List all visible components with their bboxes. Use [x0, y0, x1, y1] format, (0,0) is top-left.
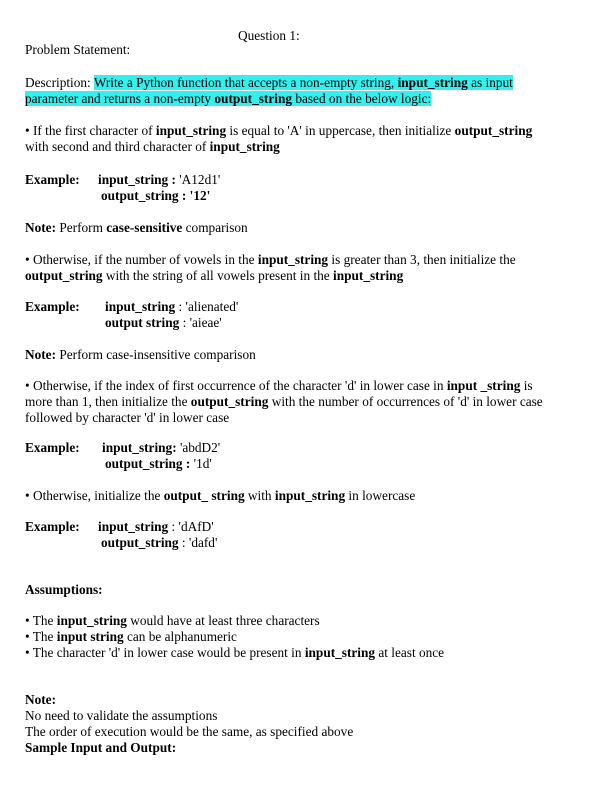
assumption-item-2: • The input string can be alphanumeric — [25, 629, 237, 644]
rule1-example-input: input_string : 'A12d1' — [98, 172, 221, 187]
footer-note-title: Note: — [25, 692, 57, 707]
rule3-line-1: • Otherwise, if the index of first occurrence of the character 'd' in lower case in input _string is — [25, 378, 533, 393]
rule4-line-1: • Otherwise, initialize the output_ string with input_string in lowercase — [25, 488, 416, 503]
rule2-example-output: output string : 'aieae' — [105, 315, 222, 330]
rule3-example-label: Example: — [25, 440, 80, 455]
rule1-example-output: output_string : '12' — [101, 188, 211, 203]
footer-line-2: The order of execution would be the same, as specified above — [25, 724, 354, 739]
rule2-line-1: • Otherwise, if the number of vowels in the input_string is greater than 3, then initialize the — [25, 252, 516, 267]
rule1-line-2: with second and third character of input_string — [25, 139, 280, 154]
rule4-example-output: output_string : 'dafd' — [101, 535, 218, 550]
assumptions-title: Assumptions: — [25, 582, 103, 597]
rule2-example-input: input_string : 'alienated' — [105, 299, 239, 314]
rule3-example-output: output_string : '1d' — [105, 456, 212, 471]
rule1-example-label: Example: — [25, 172, 80, 187]
rule3-line-2: more than 1, then initialize the output_string with the number of occurrences of 'd' in lower case — [25, 394, 543, 409]
rule2-note: Note: Perform case-insensitive comparison — [25, 347, 256, 362]
description-highlight-2: parameter and returns a non-empty output_string based on the below logic: — [25, 91, 432, 106]
description-line-2 — [25, 91, 431, 107]
rule2-example-label: Example: — [25, 299, 80, 314]
problem-statement-heading: Problem Statement: — [25, 42, 131, 57]
question-title: Question 1: — [238, 28, 300, 43]
description-highlight-1: Write a Python function that accepts a non-empty string, input_string as input — [93, 75, 513, 90]
assumption-item-3: • The character 'd' in lower case would be present in input_string at least once — [25, 645, 445, 660]
assumption-item-1: • The input_string would have at least three characters — [25, 613, 320, 628]
rule4-example-label: Example: — [25, 519, 80, 534]
rule4-example-input: input_string : 'dAfD' — [98, 519, 214, 534]
footer-line-1: No need to validate the assumptions — [25, 708, 218, 723]
description-line-1 — [25, 75, 513, 91]
description-label: Description: — [25, 75, 94, 90]
rule1-note: Note: Perform case-sensitive comparison — [25, 220, 248, 235]
rule1-line-1: • If the first character of input_string is equal to 'A' in uppercase, then initialize output_string — [25, 123, 533, 138]
sample-io-heading: Sample Input and Output: — [25, 740, 177, 755]
rule2-line-2: output_string with the string of all vowels present in the input_string — [25, 268, 404, 283]
rule3-example-input: input_string: 'abdD2' — [102, 440, 221, 455]
rule3-line-3: followed by character 'd' in lower case — [25, 410, 230, 425]
